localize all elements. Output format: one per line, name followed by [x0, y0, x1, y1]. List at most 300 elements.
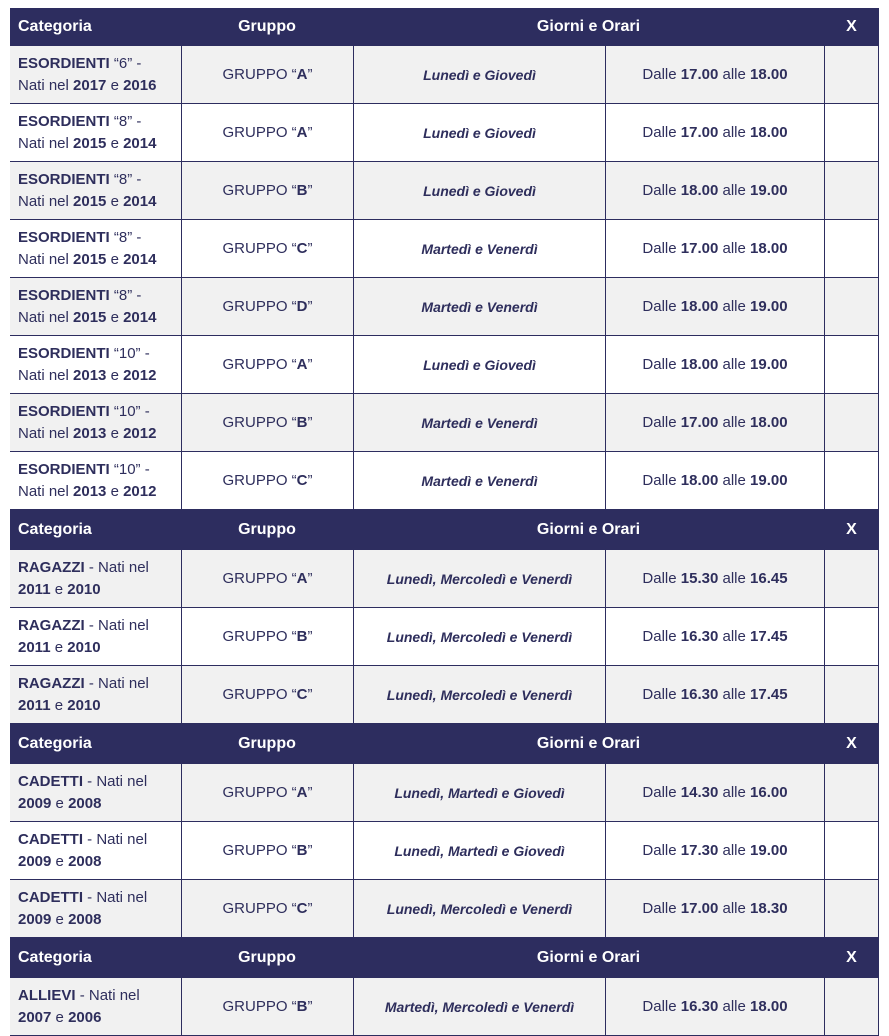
birth-year-2: 2008	[68, 910, 102, 928]
group-suffix: ”	[307, 472, 313, 489]
category-name: ESORDIENTI	[18, 228, 110, 246]
group-letter: B	[296, 842, 308, 859]
and-label: e	[54, 638, 64, 656]
from-label: Dalle	[642, 686, 677, 703]
time-from: 18.00	[680, 298, 719, 315]
category-cell	[10, 220, 181, 277]
time-to: 19.00	[750, 298, 788, 315]
table-row	[10, 278, 879, 336]
header-categoria: Categoria	[18, 735, 92, 752]
category-text	[18, 673, 149, 717]
nati-label: Nati nel	[98, 616, 149, 634]
birth-year-2: 2010	[67, 580, 101, 598]
from-label: Dalle	[642, 628, 677, 645]
x-cell	[824, 550, 879, 607]
group-suffix: ”	[307, 900, 313, 917]
group-letter: C	[296, 240, 308, 257]
from-label: Dalle	[642, 124, 677, 141]
nati-label: Nati nel	[18, 482, 69, 500]
category-name: ESORDIENTI	[18, 170, 110, 188]
category-cell	[10, 880, 181, 937]
category-text	[18, 887, 147, 931]
group-letter: A	[296, 784, 308, 801]
days-cell: Martedì e Venerdì	[353, 394, 605, 451]
days-cell: Lunedì, Martedì e Giovedì	[353, 764, 605, 821]
days-cell: Martedì e Venerdì	[353, 220, 605, 277]
group-prefix: GRUPPO “	[222, 182, 297, 199]
table-row	[10, 104, 879, 162]
time-from: 17.30	[680, 842, 719, 859]
from-label: Dalle	[642, 472, 677, 489]
group-letter: A	[296, 356, 308, 373]
group-suffix: ”	[307, 784, 313, 801]
category-text	[18, 557, 149, 601]
time-from: 16.30	[680, 686, 719, 703]
category-text	[18, 285, 156, 329]
to-label: alle	[722, 570, 746, 587]
group-prefix: GRUPPO “	[222, 570, 297, 587]
header-categoria: Categoria	[18, 521, 92, 538]
time-cell	[605, 666, 824, 723]
group-prefix: GRUPPO “	[222, 240, 297, 257]
time-to: 18.00	[750, 998, 788, 1015]
days-cell: Martedì e Venerdì	[353, 278, 605, 335]
category-cell	[10, 978, 181, 1035]
nati-label: Nati nel	[96, 888, 148, 906]
group-suffix: ”	[307, 240, 313, 257]
days-cell: Lunedì e Giovedì	[353, 336, 605, 393]
group-suffix: ”	[307, 66, 313, 83]
time-cell	[605, 220, 824, 277]
to-label: alle	[722, 628, 746, 645]
and-label: e	[110, 192, 119, 210]
to-label: alle	[722, 900, 746, 917]
category-name: CADETTI	[18, 772, 83, 790]
and-label: e	[55, 910, 64, 928]
table-row	[10, 978, 879, 1036]
category-cell	[10, 764, 181, 821]
header-x: X	[846, 521, 857, 538]
category-cell	[10, 550, 181, 607]
birth-year-2: 2012	[123, 482, 157, 500]
days-cell: Lunedì e Giovedì	[353, 162, 605, 219]
table-row	[10, 220, 879, 278]
category-name: RAGAZZI	[18, 558, 85, 576]
birth-year-1: 2011	[18, 696, 51, 714]
x-cell	[824, 880, 879, 937]
category-cell	[10, 608, 181, 665]
group-letter: A	[296, 124, 308, 141]
days-cell: Lunedì, Mercoledì e Venerdì	[353, 608, 605, 665]
category-text	[18, 985, 140, 1029]
time-from: 17.00	[680, 66, 719, 83]
and-label: e	[110, 308, 119, 326]
category-qualifier: -	[79, 986, 85, 1004]
time-to: 19.00	[750, 842, 788, 859]
x-cell	[824, 608, 879, 665]
birth-year-2: 2006	[68, 1008, 102, 1026]
time-to: 18.30	[750, 900, 788, 917]
table-row	[10, 162, 879, 220]
x-cell	[824, 278, 879, 335]
section-header	[10, 724, 879, 764]
header-x: X	[846, 735, 857, 752]
from-label: Dalle	[642, 66, 677, 83]
header-giorni-orari: Giorni e Orari	[536, 521, 641, 538]
group-prefix: GRUPPO “	[222, 124, 297, 141]
x-cell	[824, 822, 879, 879]
birth-year-1: 2013	[73, 366, 107, 384]
category-cell	[10, 394, 181, 451]
category-text	[18, 771, 147, 815]
nati-label: Nati nel	[18, 250, 69, 268]
group-cell	[181, 764, 353, 821]
category-qualifier: -	[87, 772, 93, 790]
category-name: ESORDIENTI	[18, 402, 110, 420]
to-label: alle	[722, 182, 746, 199]
group-cell	[181, 608, 353, 665]
category-text	[18, 401, 156, 445]
group-cell	[181, 452, 353, 509]
to-label: alle	[722, 784, 746, 801]
time-cell	[605, 978, 824, 1035]
birth-year-1: 2011	[18, 638, 51, 656]
birth-year-1: 2015	[73, 308, 107, 326]
section-header	[10, 938, 879, 978]
category-text	[18, 459, 156, 503]
time-from: 17.00	[680, 240, 719, 257]
group-letter: B	[296, 414, 308, 431]
category-text	[18, 829, 147, 873]
x-cell	[824, 452, 879, 509]
category-name: RAGAZZI	[18, 674, 85, 692]
category-cell	[10, 162, 181, 219]
category-text	[18, 615, 149, 659]
time-cell	[605, 608, 824, 665]
category-name: ESORDIENTI	[18, 54, 110, 72]
category-text	[18, 111, 156, 155]
group-cell	[181, 978, 353, 1035]
birth-year-1: 2009	[18, 852, 52, 870]
category-cell	[10, 46, 181, 103]
group-prefix: GRUPPO “	[222, 628, 297, 645]
to-label: alle	[722, 472, 746, 489]
to-label: alle	[722, 66, 746, 83]
days-cell: Lunedì, Martedì e Giovedì	[353, 822, 605, 879]
time-cell	[605, 452, 824, 509]
days-cell: Martedì e Venerdì	[353, 452, 605, 509]
nati-label: Nati nel	[18, 424, 69, 442]
header-categoria: Categoria	[18, 18, 92, 35]
and-label: e	[55, 794, 64, 812]
table-row	[10, 666, 879, 724]
category-cell	[10, 452, 181, 509]
days-cell: Lunedì e Giovedì	[353, 46, 605, 103]
category-cell	[10, 666, 181, 723]
time-from: 18.00	[680, 472, 719, 489]
birth-year-1: 2017	[73, 76, 107, 94]
section-header	[10, 510, 879, 550]
x-cell	[824, 104, 879, 161]
time-cell	[605, 880, 824, 937]
time-cell	[605, 394, 824, 451]
header-gruppo: Gruppo	[238, 949, 296, 966]
group-suffix: ”	[307, 842, 313, 859]
birth-year-1: 2013	[73, 482, 107, 500]
category-name: ALLIEVI	[18, 986, 76, 1004]
days-cell: Lunedì, Mercoledì e Venerdì	[353, 550, 605, 607]
table-row	[10, 822, 879, 880]
header-x: X	[846, 18, 857, 35]
birth-year-2: 2008	[68, 794, 102, 812]
group-cell	[181, 336, 353, 393]
time-to: 18.00	[750, 124, 788, 141]
table-row	[10, 46, 879, 104]
time-cell	[605, 104, 824, 161]
time-to: 16.45	[750, 570, 788, 587]
nati-label: Nati nel	[18, 192, 69, 210]
group-letter: A	[296, 66, 308, 83]
category-text	[18, 169, 156, 213]
table-row	[10, 880, 879, 938]
group-letter: B	[296, 998, 308, 1015]
birth-year-1: 2015	[73, 192, 107, 210]
group-prefix: GRUPPO “	[222, 686, 297, 703]
and-label: e	[110, 250, 119, 268]
nati-label: Nati nel	[96, 772, 148, 790]
table-row	[10, 764, 879, 822]
section-header	[10, 8, 879, 46]
nati-label: Nati nel	[18, 134, 69, 152]
category-name: ESORDIENTI	[18, 460, 110, 478]
days-cell: Lunedì, Mercoledì e Venerdì	[353, 880, 605, 937]
header-gruppo: Gruppo	[238, 521, 296, 538]
header-x: X	[846, 949, 857, 966]
group-suffix: ”	[307, 998, 313, 1015]
birth-year-2: 2014	[123, 250, 157, 268]
to-label: alle	[722, 414, 746, 431]
x-cell	[824, 764, 879, 821]
x-cell	[824, 162, 879, 219]
category-qualifier: -	[88, 674, 94, 692]
time-to: 18.00	[750, 66, 788, 83]
group-prefix: GRUPPO “	[222, 414, 297, 431]
group-suffix: ”	[307, 298, 313, 315]
and-label: e	[110, 424, 119, 442]
and-label: e	[110, 76, 119, 94]
category-qualifier: “6” -	[113, 54, 142, 72]
from-label: Dalle	[642, 414, 677, 431]
and-label: e	[55, 852, 64, 870]
group-letter: C	[296, 472, 308, 489]
category-qualifier: -	[87, 888, 93, 906]
birth-year-1: 2009	[18, 794, 52, 812]
time-from: 17.00	[680, 414, 719, 431]
birth-year-2: 2012	[123, 424, 157, 442]
x-cell	[824, 394, 879, 451]
time-to: 19.00	[750, 472, 788, 489]
category-qualifier: -	[87, 830, 93, 848]
time-to: 18.00	[750, 414, 788, 431]
group-letter: C	[296, 686, 308, 703]
birth-year-2: 2010	[67, 638, 101, 656]
category-text	[18, 53, 156, 97]
birth-year-2: 2008	[68, 852, 102, 870]
group-cell	[181, 220, 353, 277]
to-label: alle	[722, 356, 746, 373]
time-to: 17.45	[750, 628, 788, 645]
group-suffix: ”	[307, 124, 313, 141]
birth-year-2: 2012	[123, 366, 157, 384]
group-prefix: GRUPPO “	[222, 472, 297, 489]
birth-year-1: 2013	[73, 424, 107, 442]
group-prefix: GRUPPO “	[222, 298, 297, 315]
group-letter: A	[296, 570, 308, 587]
and-label: e	[55, 1008, 64, 1026]
from-label: Dalle	[642, 298, 677, 315]
group-suffix: ”	[307, 182, 313, 199]
header-gruppo: Gruppo	[238, 18, 296, 35]
birth-year-1: 2015	[73, 250, 107, 268]
to-label: alle	[722, 686, 746, 703]
to-label: alle	[722, 124, 746, 141]
category-name: ESORDIENTI	[18, 112, 110, 130]
and-label: e	[110, 134, 119, 152]
nati-label: Nati nel	[18, 366, 69, 384]
x-cell	[824, 46, 879, 103]
header-gruppo: Gruppo	[238, 735, 296, 752]
table-row	[10, 336, 879, 394]
from-label: Dalle	[642, 900, 677, 917]
time-cell	[605, 46, 824, 103]
category-cell	[10, 278, 181, 335]
header-giorni-orari: Giorni e Orari	[536, 735, 641, 752]
days-cell: Martedì, Mercoledì e Venerdì	[353, 978, 605, 1035]
birth-year-1: 2009	[18, 910, 52, 928]
category-cell	[10, 822, 181, 879]
category-text	[18, 343, 156, 387]
group-suffix: ”	[307, 414, 313, 431]
time-to: 19.00	[750, 182, 788, 199]
table-row	[10, 550, 879, 608]
category-qualifier: -	[88, 558, 94, 576]
group-suffix: ”	[307, 570, 313, 587]
days-cell: Lunedì, Mercoledì e Venerdì	[353, 666, 605, 723]
group-letter: D	[296, 298, 308, 315]
table-row	[10, 452, 879, 510]
time-to: 18.00	[750, 240, 788, 257]
group-prefix: GRUPPO “	[222, 66, 297, 83]
nati-label: Nati nel	[98, 674, 149, 692]
nati-label: Nati nel	[18, 76, 69, 94]
time-from: 17.00	[680, 124, 719, 141]
from-label: Dalle	[642, 784, 677, 801]
from-label: Dalle	[642, 570, 677, 587]
category-name: CADETTI	[18, 888, 83, 906]
header-giorni-orari: Giorni e Orari	[536, 949, 641, 966]
time-from: 17.00	[680, 900, 719, 917]
to-label: alle	[722, 298, 746, 315]
category-name: RAGAZZI	[18, 616, 85, 634]
group-prefix: GRUPPO “	[222, 998, 297, 1015]
from-label: Dalle	[642, 240, 677, 257]
time-from: 15.30	[680, 570, 719, 587]
birth-year-2: 2016	[123, 76, 157, 94]
category-name: CADETTI	[18, 830, 83, 848]
time-cell	[605, 822, 824, 879]
and-label: e	[54, 696, 64, 714]
group-cell	[181, 162, 353, 219]
time-from: 14.30	[680, 784, 719, 801]
birth-year-1: 2011	[18, 580, 51, 598]
group-letter: B	[296, 182, 308, 199]
group-suffix: ”	[307, 686, 313, 703]
time-cell	[605, 162, 824, 219]
birth-year-1: 2007	[18, 1008, 52, 1026]
nati-label: Nati nel	[98, 558, 149, 576]
group-cell	[181, 104, 353, 161]
and-label: e	[110, 482, 119, 500]
category-qualifier: “10” -	[113, 344, 150, 362]
group-cell	[181, 278, 353, 335]
nati-label: Nati nel	[18, 308, 69, 326]
time-cell	[605, 550, 824, 607]
time-cell	[605, 764, 824, 821]
to-label: alle	[722, 998, 746, 1015]
category-text	[18, 227, 156, 271]
time-to: 19.00	[750, 356, 788, 373]
header-giorni-orari: Giorni e Orari	[536, 18, 641, 35]
from-label: Dalle	[642, 356, 677, 373]
table-row	[10, 608, 879, 666]
time-cell	[605, 278, 824, 335]
category-cell	[10, 336, 181, 393]
and-label: e	[110, 366, 119, 384]
group-letter: B	[296, 628, 308, 645]
category-qualifier: “10” -	[113, 460, 150, 478]
category-qualifier: “8” -	[113, 228, 142, 246]
time-from: 18.00	[680, 182, 719, 199]
category-cell	[10, 104, 181, 161]
category-qualifier: -	[88, 616, 94, 634]
group-suffix: ”	[307, 356, 313, 373]
x-cell	[824, 336, 879, 393]
birth-year-2: 2014	[123, 134, 157, 152]
and-label: e	[54, 580, 64, 598]
x-cell	[824, 978, 879, 1035]
time-from: 16.30	[680, 998, 719, 1015]
from-label: Dalle	[642, 842, 677, 859]
birth-year-2: 2014	[123, 308, 157, 326]
nati-label: Nati nel	[88, 986, 140, 1004]
category-qualifier: “10” -	[113, 402, 150, 420]
category-name: ESORDIENTI	[18, 286, 110, 304]
group-letter: C	[296, 900, 308, 917]
table-row	[10, 394, 879, 452]
category-qualifier: “8” -	[113, 286, 142, 304]
to-label: alle	[722, 240, 746, 257]
group-prefix: GRUPPO “	[222, 356, 297, 373]
group-suffix: ”	[307, 628, 313, 645]
time-cell	[605, 336, 824, 393]
group-prefix: GRUPPO “	[222, 784, 297, 801]
birth-year-2: 2010	[67, 696, 101, 714]
group-prefix: GRUPPO “	[222, 900, 297, 917]
category-qualifier: “8” -	[113, 170, 142, 188]
group-cell	[181, 46, 353, 103]
category-qualifier: “8” -	[113, 112, 142, 130]
category-name: ESORDIENTI	[18, 344, 110, 362]
